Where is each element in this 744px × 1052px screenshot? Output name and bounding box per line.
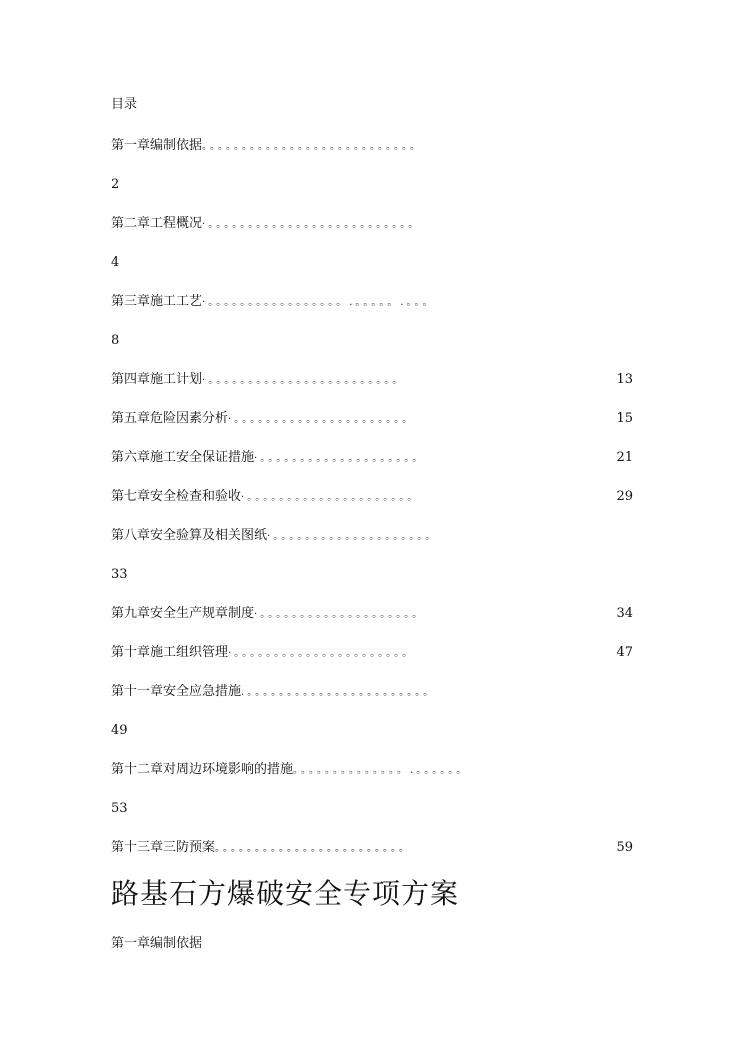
- toc-entry-title: 第六章施工安全保证措施: [111, 450, 255, 465]
- toc-entry-title: 第九章安全生产规章制度: [111, 606, 255, 621]
- toc-entry[interactable]: [111, 450, 633, 467]
- toc-entry[interactable]: [111, 840, 633, 857]
- toc-entry[interactable]: [111, 372, 633, 389]
- toc-leader-dots: 。。。。。。。。。。。。。。。。。。。。。。。。: [215, 843, 413, 854]
- section-heading: 第一章编制依据: [111, 936, 203, 951]
- toc-entry-title: 第三章施工工艺: [111, 294, 203, 309]
- toc-leader-dots: ·。。。。。。。。。。。。。。。。。。。。。。。。。。: [202, 219, 422, 230]
- toc-leader-dots: ·。。。。。。。。。。。。。。。。。。。。。。: [228, 648, 416, 659]
- toc-entry-page: 2: [111, 177, 120, 192]
- toc-leader-dots: ·。。。。。。。。。。。。。。。。。。。。: [267, 531, 439, 542]
- toc-leader-dots: ·。。。。。。。。。。。。。。。。。。。。。。: [228, 414, 416, 425]
- toc-entry-page: 29: [616, 489, 633, 504]
- toc-entry[interactable]: [111, 138, 633, 155]
- toc-entry-page: 8: [111, 333, 120, 348]
- toc-entry-title: 第十二章对周边环境影响的措施: [111, 762, 294, 777]
- toc-entry-page: 33: [111, 567, 128, 582]
- toc-entry-title: 第七章安全检查和验收: [111, 489, 242, 504]
- toc-entry-page: 34: [616, 606, 633, 621]
- toc-entry-title: 第十一章安全应急措施: [111, 684, 242, 699]
- toc-leader-dots: 。。。。。。。。。。。。。。.。。。。。。: [293, 765, 470, 776]
- toc-entry-page: 47: [616, 645, 633, 660]
- toc-leader-dots: .。。。。。。。。。。。。。。。。。。。。。。。: [241, 687, 437, 698]
- toc-entry-page: 13: [616, 372, 633, 387]
- toc-entry[interactable]: [111, 762, 633, 779]
- toc-entry-title: 第八章安全验算及相关图纸: [111, 528, 268, 543]
- toc-entry-title: 第十三章三防预案: [111, 840, 216, 855]
- toc-entry[interactable]: [111, 528, 633, 545]
- toc-entry[interactable]: [111, 684, 633, 701]
- toc-leader-dots: ·。。。。。。。。。。。。。。。。。。。。。: [241, 492, 421, 503]
- toc-entry-page: 21: [616, 450, 633, 465]
- toc-entry-page: 15: [616, 411, 633, 426]
- toc-entry-title: 第四章施工计划: [111, 372, 203, 387]
- toc-entry[interactable]: [111, 489, 633, 506]
- toc-entry-page: 53: [111, 801, 128, 816]
- toc-entry[interactable]: [111, 216, 633, 233]
- toc-entry-title: 第一章编制依据: [111, 138, 203, 153]
- toc-entry-title: 第五章危险因素分析: [111, 411, 229, 426]
- toc-entry[interactable]: [111, 645, 633, 662]
- toc-leader-dots: 。。。。。。。。。。。。。。。。。。。。。。。。。。。: [202, 141, 424, 152]
- toc-leader-dots: ·。。。。。。。。。。。。。。。。。.。。。。。.。。。: [202, 297, 436, 308]
- toc-entry[interactable]: [111, 606, 633, 623]
- toc-heading: 目录: [111, 97, 138, 112]
- toc-entry-page: 59: [616, 840, 633, 855]
- toc-leader-dots: ·。。。。。。。。。。。。。。。。。。。。。。。。: [202, 375, 406, 386]
- toc-entry[interactable]: [111, 294, 633, 311]
- toc-entry-page: 49: [111, 723, 128, 738]
- toc-entry-title: 第二章工程概况: [111, 216, 203, 231]
- toc-entry-title: 第十章施工组织管理: [111, 645, 229, 660]
- toc-entry-page: 4: [111, 255, 120, 270]
- toc-leader-dots: ·。。。。。。。。。。。。。。。。。。。。: [254, 453, 426, 464]
- toc-leader-dots: ·。。。。。。。。。。。。。。。。。。。。: [254, 609, 426, 620]
- document-title: 路基石方爆破安全专项方案: [111, 877, 460, 910]
- toc-entry[interactable]: [111, 411, 633, 428]
